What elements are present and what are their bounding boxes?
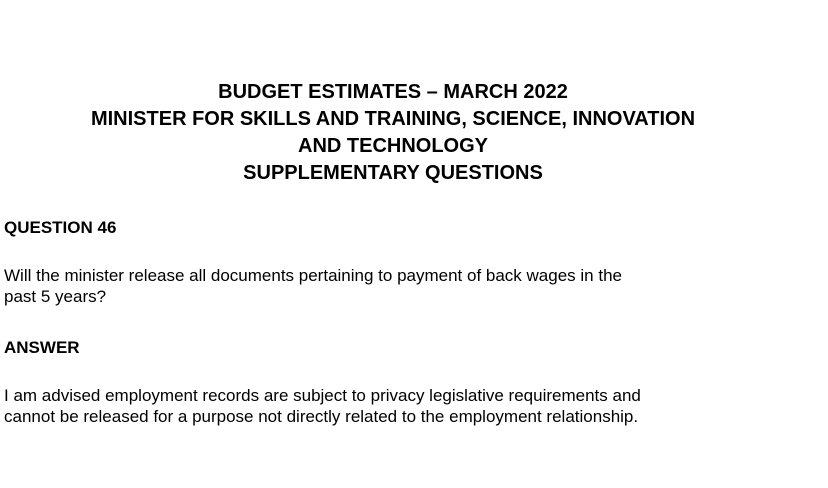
- question-text: [4, 265, 794, 307]
- heading-line-supplementary: SUPPLEMENTARY QUESTIONS: [243, 162, 543, 184]
- heading-line-minister: MINISTER FOR SKILLS AND TRAINING, SCIENCE, INNOVATION: [90, 108, 696, 130]
- document-heading: [0, 79, 786, 187]
- answer-text-line: cannot be released for a purpose not directly related to the employment relationship.: [4, 407, 639, 426]
- answer-label: ANSWER: [4, 338, 80, 357]
- answer-text-line: I am advised employment records are subject to privacy legislative requirements and: [4, 386, 641, 405]
- heading-line-budget-estimates: BUDGET ESTIMATES – MARCH 2022: [218, 81, 568, 103]
- heading-line-technology: AND TECHNOLOGY: [298, 135, 488, 157]
- answer-text: [4, 385, 794, 427]
- question-text-line: past 5 years?: [4, 287, 107, 306]
- question-label: QUESTION 46: [4, 218, 117, 237]
- question-text-line: Will the minister release all documents pertaining to payment of back wages in the: [4, 266, 622, 285]
